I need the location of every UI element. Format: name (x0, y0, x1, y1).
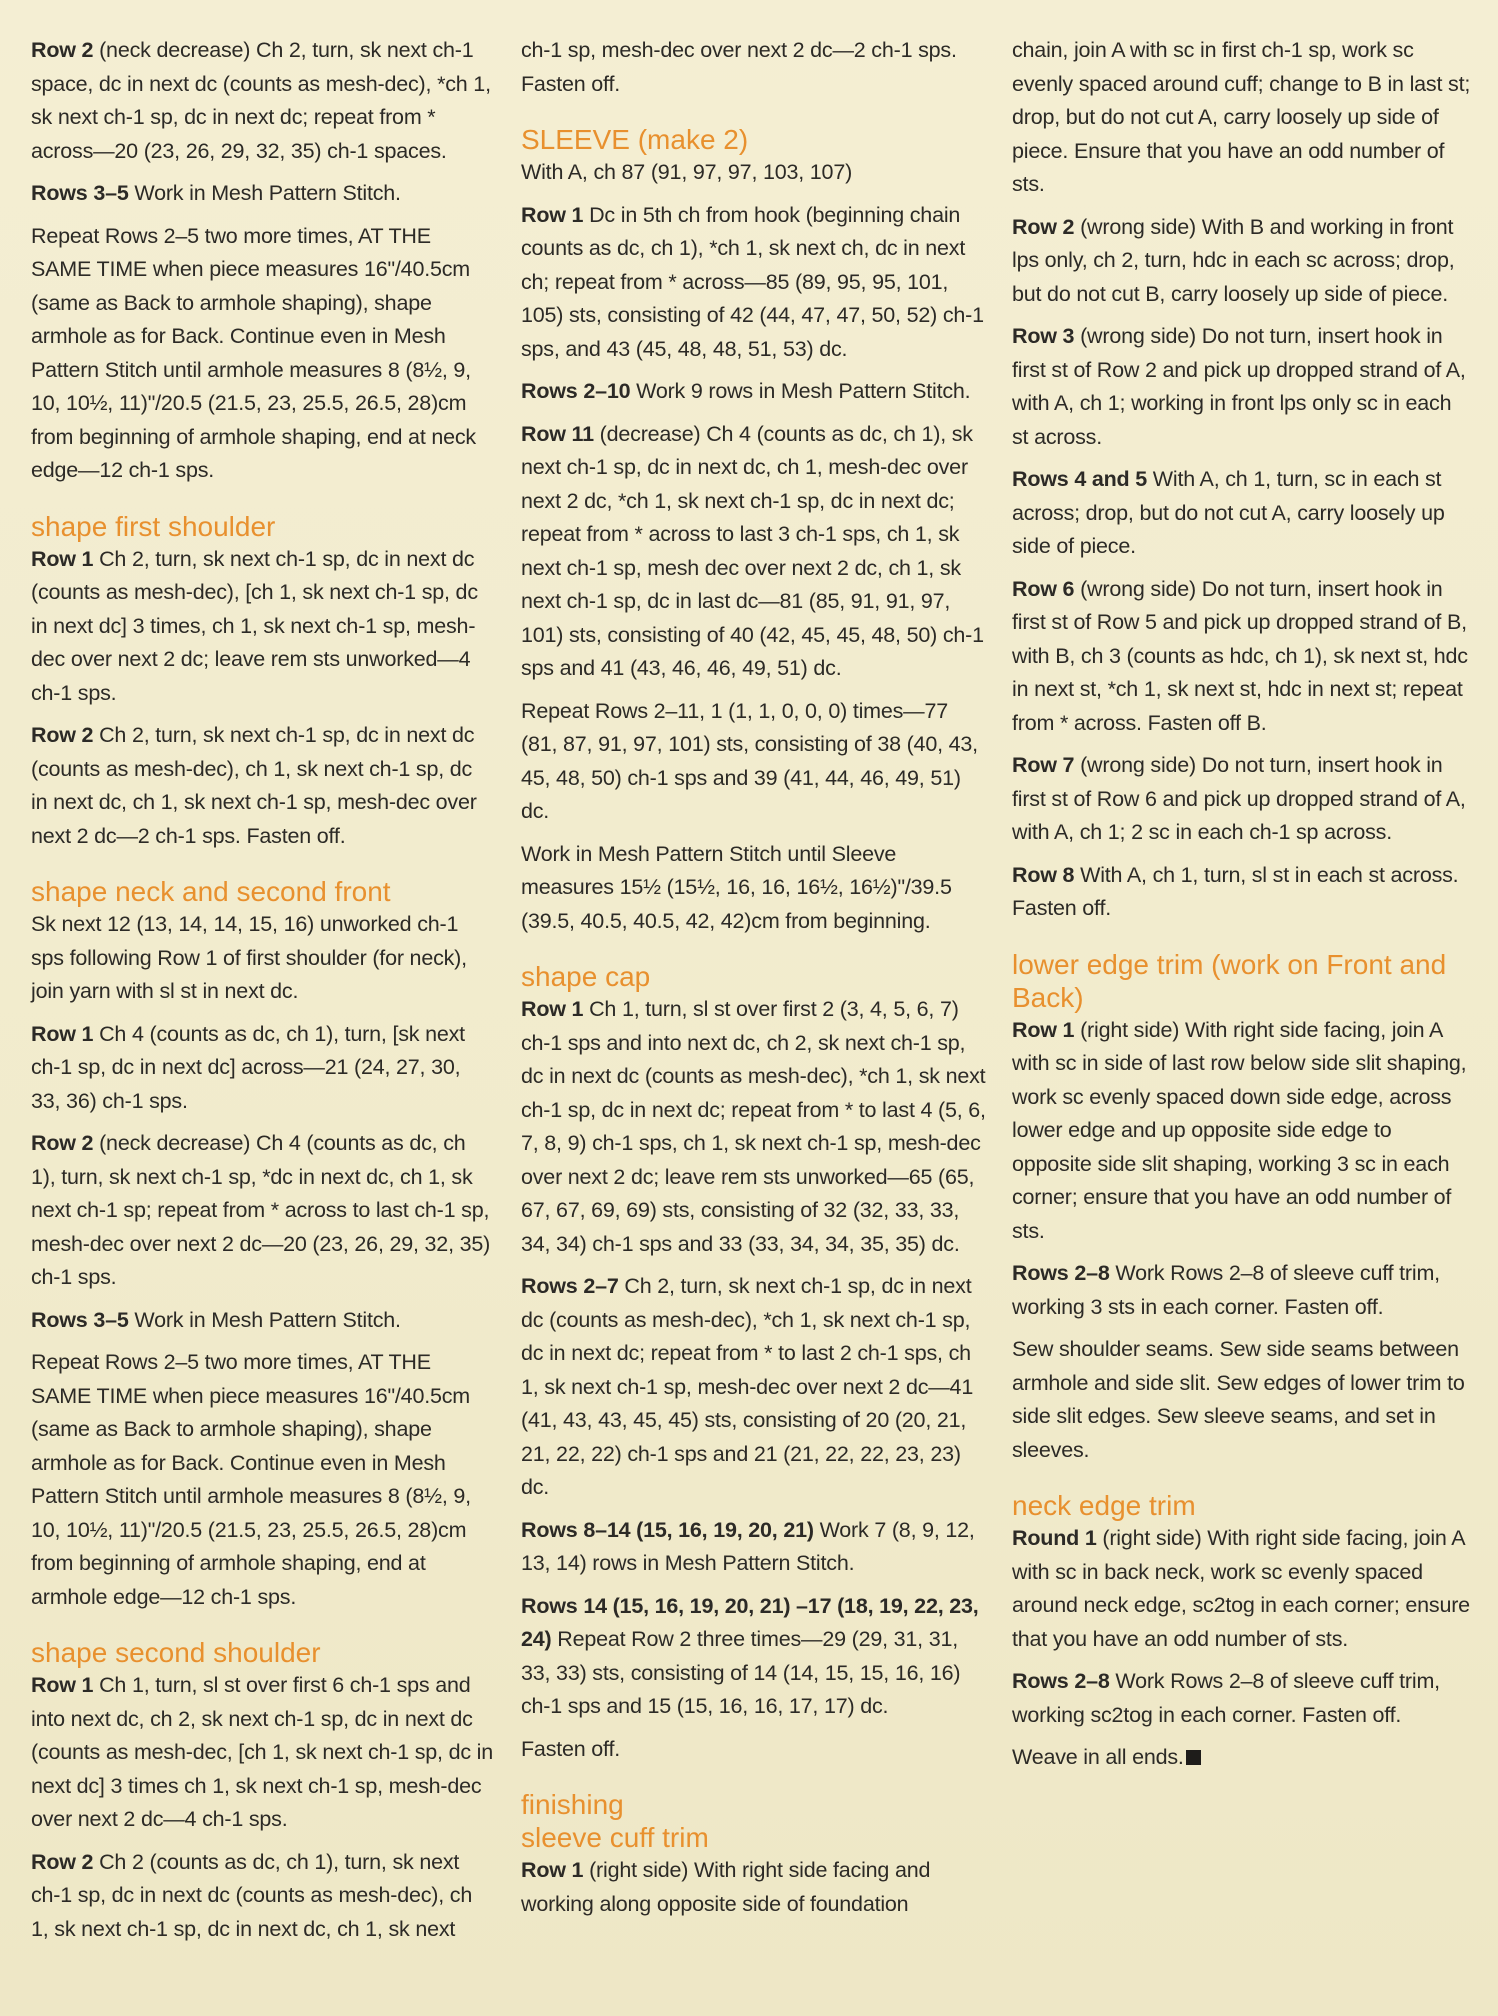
instruction-row-2 (31, 1846, 493, 1947)
row-text: (right side) With right side facing and working along opposite side of foundation (521, 1858, 931, 1916)
row-text: (decrease) Ch 4 (counts as dc, ch 1), sk next ch-1 sp, dc in next dc, ch 1, mesh-dec over next 2 dc, *ch 1, sk next ch-1 sp, dc in next dc; repeat from * across to last 3 ch-1 sps, ch 1, sk next ch-1 sp, mesh dec over next 2 dc, ch 1, sk next ch-1 sp, dc in last dc—81 (85, 91, 91, 97, 101) sts, consisting of 40 (42, 45, 45, 48, 50) ch-1 sps and 41 (43, 46, 46, 49, 51) dc. (521, 421, 984, 680)
row-label: Rows 2–8 (1012, 1261, 1110, 1285)
row-label: Rows 14 (15, 16, 19, 20, 21) –17 (18, 19, 22, 23, 24) (521, 1593, 979, 1651)
row-text: (right side) With right side facing, join A with sc in side of last row below side slit shaping, work sc evenly spaced down side edge, across lower edge and up opposite side edge to opposite side slit shaping, working 3 sc in each corner; ensure that you have an odd number of sts. (1012, 1017, 1467, 1243)
instruction-row-1 (521, 993, 986, 1261)
row-label: Row 6 (1012, 576, 1075, 601)
row-text: (wrong side) With B and working in front lps only, ch 2, turn, hdc in each sc across; drop, but do not cut B, carry loosely up side of piece. (1012, 214, 1455, 306)
instruction-row-2-neck-decrease (31, 34, 493, 168)
instruction-rows-2-8 (1012, 1665, 1472, 1732)
black-square-icon (1186, 1750, 1201, 1765)
instruction-rows-14-17 (521, 1590, 986, 1724)
instruction-continued: ch-1 sp, mesh-dec over next 2 dc—2 ch-1 sps. Fasten off. (521, 38, 957, 96)
instruction-skip: Sk next 12 (13, 14, 14, 15, 16) unworked ch-1 sps following Row 1 of first shoulder (for neck), join yarn with sl st in next dc. (31, 912, 467, 1003)
row-label: Row 1 (521, 997, 584, 1021)
section-heading-finishing: finishing (521, 1789, 624, 1820)
row-label: Row 1 (31, 1021, 94, 1046)
row-label: Rows 4 and 5 (1012, 467, 1147, 491)
row-text: (neck decrease) Ch 4 (counts as dc, ch 1), turn, sk next ch-1 sp, *dc in next dc, ch 1, sk next ch-1 sp; repeat from * across to last ch-1 sp, mesh-dec over next 2 dc—20 (23, 26, 29, 32, 35) ch-1 sps. (31, 1131, 491, 1289)
row-text: Ch 1, turn, sl st over first 6 ch-1 sps and into next dc, ch 2, sk next ch-1 sp, dc in next dc (counts as mesh-dec, [ch 1, sk next ch-1 sp, dc in next dc] 3 times ch 1, sk next ch-1 sp, mesh-dec over next 2 dc—4 ch-1 sps. (31, 1673, 494, 1831)
instruction-row-1 (1012, 1014, 1472, 1249)
row-label: Row 1 (1012, 1017, 1075, 1042)
instruction-foundation-chain: With A, ch 87 (91, 97, 97, 103, 107) (521, 160, 853, 184)
row-text: Ch 2 (counts as dc, ch 1), turn, sk next ch-1 sp, dc in next dc (counts as mesh-dec), ch 1, sk next ch-1 sp, dc in next dc, ch 1, sk next (31, 1849, 473, 1941)
row-text: Work 7 (8, 9, 12, 13, 14) rows in Mesh Pattern Stitch. (521, 1517, 975, 1575)
instruction-row-1 (521, 199, 986, 367)
section-heading-shape-neck: shape neck and second front (31, 876, 391, 907)
row-text: Work Rows 2–8 of sleeve cuff trim, working 3 sts in each corner. Fasten off. (1012, 1261, 1440, 1319)
instruction-repeat: Repeat Rows 2–5 two more times, AT THE SAME TIME when piece measures 16"/40.5cm (same as Back to armhole shaping), shape armhole as for Back. Continue even in Mesh Pattern Stitch until armhole measures 8 (8½, 9, 10, 10½, 11)"/20.5 (21.5, 23, 25.5, 26.5, 28)cm from beginning of armhole shaping, end at armhole edge—12 ch-1 sps. (31, 1350, 471, 1609)
row-text: Repeat Row 2 three times—29 (29, 31, 31, 33, 33) sts, consisting of 14 (14, 15, 15, 16, 16) ch-1 sps and 15 (15, 16, 16, 17, 17) dc. (521, 1627, 961, 1718)
row-label: Row 11 (521, 421, 594, 446)
row-text: Work in Mesh Pattern Stitch. (128, 1307, 401, 1332)
row-text: (wrong side) Do not turn, insert hook in first st of Row 6 and pick up dropped strand of A, with A, ch 1; 2 sc in each ch-1 sp across. (1012, 753, 1466, 844)
row-text: Dc in 5th ch from hook (beginning chain counts as dc, ch 1), *ch 1, sk next ch, dc in next ch; repeat from * across—85 (89, 95, 95, 101, 105) sts, consisting of 42 (44, 47, 47, 50, 52) ch-1 sps, and 43 (45, 48, 48, 51, 53) dc. (521, 202, 984, 361)
row-text: Ch 4 (counts as dc, ch 1), turn, [sk next ch-1 sp, dc in next dc] across—21 (24, 27, 30, 33, 36) ch-1 sps. (31, 1021, 465, 1113)
instruction-rows-4-5 (1012, 463, 1472, 564)
section-heading-sleeve-cuff-trim: sleeve cuff trim (521, 1822, 709, 1853)
instruction-rows-3-5 (31, 177, 493, 211)
section-heading-shape-cap: shape cap (521, 961, 651, 992)
row-label: Row 8 (1012, 862, 1075, 887)
section-heading-neck-edge-trim: neck edge trim (1012, 1490, 1196, 1521)
instruction-row-8 (1012, 859, 1472, 926)
row-label: Row 1 (521, 202, 584, 227)
section-heading-shape-second-shoulder: shape second shoulder (31, 1637, 321, 1668)
row-text: Ch 2, turn, sk next ch-1 sp, dc in next dc (counts as mesh-dec), ch 1, sk next ch-1 sp, dc in next dc, ch 1, sk next ch-1 sp, mesh-dec over next 2 dc—2 ch-1 sps. Fasten off. (31, 723, 477, 848)
row-text: Ch 1, turn, sl st over first 2 (3, 4, 5, 6, 7) ch-1 sps and into next dc, ch 2, sk next ch-1 sp, dc in next dc (counts as mesh-dec), *ch 1, sk next ch-1 sp, dc in next dc; repeat from * to last 4 (5, 6, 7, 8, 9) ch-1 sps, ch 1, sk next ch-1 sp, mesh-dec over next 2 dc; leave rem sts unworked—65 (65, 67, 67, 69, 69) sts, consisting of 32 (32, 33, 33, 34, 34) ch-1 sps and 33 (33, 34, 34, 35, 35) dc. (521, 997, 986, 1256)
row-text: With A, ch 1, turn, sl st in each st across. Fasten off. (1012, 862, 1459, 920)
instruction-work-even: Work in Mesh Pattern Stitch until Sleeve measures 15½ (15½, 16, 16, 16½, 16½)"/39.5 (39.5, 40.5, 40.5, 42, 42)cm from beginning. (521, 841, 952, 933)
instruction-sew-seams: Sew shoulder seams. Sew side seams between armhole and side slit. Sew edges of lower trim to side slit edges. Sew sleeve seams, and set in sleeves. (1012, 1337, 1465, 1462)
instruction-repeat: Repeat Rows 2–11, 1 (1, 1, 0, 0, 0) times—77 (81, 87, 91, 97, 101) sts, consisting of 38 (40, 43, 45, 48, 50) ch-1 sps and 39 (41, 44, 46, 49, 51) dc. (521, 698, 978, 823)
row-label: Row 2 (31, 38, 94, 62)
row-label: Rows 2–7 (521, 1274, 619, 1298)
section-heading-lower-edge-trim: lower edge trim (work on Front and Back) (1012, 948, 1447, 1013)
instruction-rows-2-10 (521, 375, 986, 409)
instruction-repeat: Repeat Rows 2–5 two more times, AT THE SAME TIME when piece measures 16"/40.5cm (same as Back to armhole shaping), shape armhole as for Back. Continue even in Mesh Pattern Stitch until armhole measures 8 (8½, 9, 10, 10½, 11)"/20.5 (21.5, 23, 25.5, 26.5, 28)cm from beginning of armhole shaping, end at neck edge—12 ch-1 sps. (31, 223, 476, 482)
row-text: (wrong side) Do not turn, insert hook in first st of Row 2 and pick up dropped strand of A, with A, ch 1; working in front lps only sc in each st across. (1012, 324, 1466, 449)
row-label: Rows 3–5 (31, 181, 129, 205)
row-label: Row 7 (1012, 753, 1075, 777)
row-text: Work Rows 2–8 of sleeve cuff trim, working sc2tog in each corner. Fasten off. (1012, 1669, 1440, 1727)
row-text: Ch 2, turn, sk next ch-1 sp, dc in next dc (counts as mesh-dec), [ch 1, sk next ch-1 sp, dc in next dc] 3 times, ch 1, sk next ch-1 sp, mesh-dec over next 2 dc; leave rem sts unworked—4 ch-1 sps. (31, 546, 478, 705)
instruction-round-1 (1012, 1522, 1472, 1656)
section-heading-shape-first-shoulder: shape first shoulder (31, 510, 276, 542)
column-2 (521, 34, 986, 1930)
instruction-row-2-neck-decrease (31, 1127, 493, 1295)
row-text: Work 9 rows in Mesh Pattern Stitch. (630, 379, 971, 403)
instruction-row-1 (31, 1669, 493, 1837)
instruction-fasten-off: Fasten off. (521, 1736, 620, 1761)
row-label: Row 2 (31, 1849, 94, 1874)
instruction-row-1 (521, 1854, 986, 1921)
row-label: Row 1 (31, 1673, 94, 1697)
row-label: Rows 3–5 (31, 1307, 129, 1332)
row-label: Row 1 (521, 1858, 584, 1882)
section-heading-sleeve: SLEEVE (make 2) (521, 124, 749, 155)
row-text: Work in Mesh Pattern Stitch. (128, 181, 401, 205)
instruction-row-6 (1012, 573, 1472, 741)
instruction-continued: chain, join A with sc in first ch-1 sp, work sc evenly spaced around cuff; change to B in last st; drop, but do not cut A, carry loosely up side of piece. Ensure that you have an odd number of sts. (1012, 38, 1471, 196)
instruction-row-7 (1012, 749, 1472, 850)
row-text: (right side) With right side facing, join A with sc in back neck, work sc evenly spaced around neck edge, sc2tog in each corner; ensure that you have an odd number of sts. (1012, 1526, 1470, 1651)
instruction-rows-2-8 (1012, 1257, 1472, 1324)
row-label: Rows 8–14 (15, 16, 19, 20, 21) (521, 1517, 814, 1542)
row-label: Row 2 (31, 1131, 94, 1155)
row-label: Row 1 (31, 546, 94, 571)
row-text: Ch 2, turn, sk next ch-1 sp, dc in next dc (counts as mesh-dec), *ch 1, sk next ch-1 sp, dc in next dc; repeat from * to last 2 ch-1 sps, ch 1, sk next ch-1 sp, mesh-dec over next 2 dc—41 (41, 43, 43, 45, 45) sts, consisting of 20 (20, 21, 21, 22, 22) ch-1 sps and 21 (21, 22, 22, 23, 23) dc. (521, 1274, 974, 1499)
column-3 (1012, 34, 1472, 1784)
instruction-row-1 (31, 543, 493, 711)
row-text: With A, ch 1, turn, sc in each st across; drop, but do not cut A, carry loosely up side of piece. (1012, 467, 1445, 558)
row-label: Row 2 (1012, 214, 1075, 239)
row-label: Rows 2–8 (1012, 1669, 1110, 1693)
instruction-rows-8-14 (521, 1514, 986, 1581)
instruction-row-2 (31, 719, 493, 853)
column-1 (31, 34, 493, 1955)
weave-ends-text: Weave in all ends. (1012, 1745, 1184, 1769)
instruction-row-11 (521, 418, 986, 686)
instruction-row-3 (1012, 320, 1472, 454)
instruction-row-1 (31, 1018, 493, 1119)
row-text: (neck decrease) Ch 2, turn, sk next ch-1 space, dc in next dc (counts as mesh-dec), *ch 1, sk next ch-1 sp, dc in next dc; repeat from * across—20 (23, 26, 29, 32, 35) ch-1 spaces. (31, 38, 491, 163)
row-label: Row 2 (31, 723, 94, 747)
row-text: (wrong side) Do not turn, insert hook in first st of Row 5 and pick up dropped strand of B, with B, ch 3 (counts as hdc, ch 1), sk next st, hdc in next st, *ch 1, sk next st, hdc in next st; repeat from * across. Fasten off B. (1012, 576, 1468, 735)
row-label: Row 3 (1012, 324, 1075, 348)
instruction-rows-3-5 (31, 1304, 493, 1338)
instruction-rows-2-7 (521, 1270, 986, 1505)
row-label: Rows 2–10 (521, 379, 631, 403)
row-label: Round 1 (1012, 1526, 1097, 1550)
instruction-weave-ends (1012, 1741, 1472, 1775)
instruction-row-2 (1012, 211, 1472, 312)
